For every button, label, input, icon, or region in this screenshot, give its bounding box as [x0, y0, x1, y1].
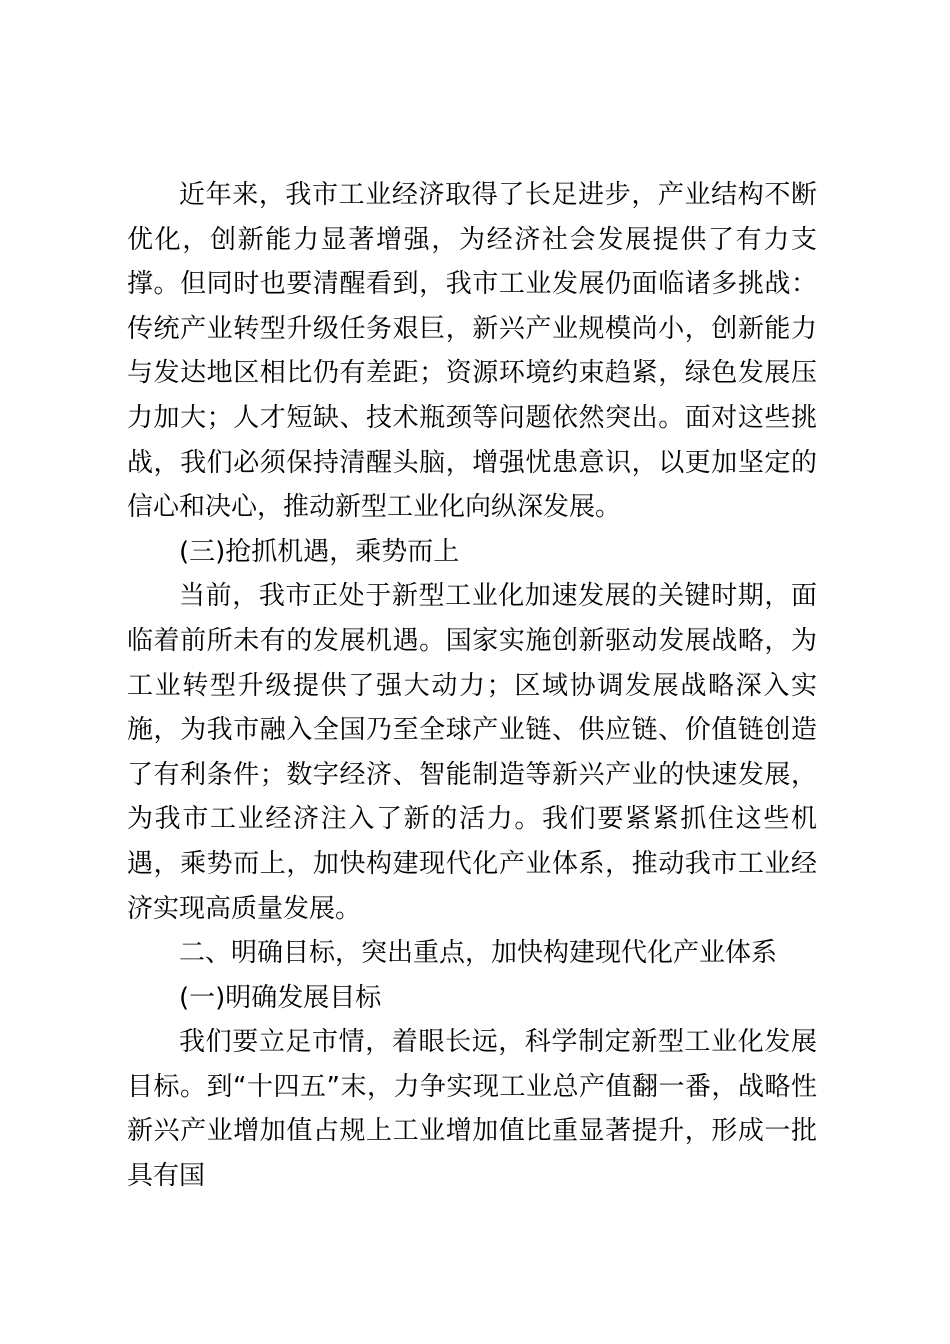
body-paragraph-challenges: 近年来，我市工业经济取得了长足进步，产业结构不断优化，创新能力显著增强，为经济社会发展提供了有力支撑。但同时也要清醒看到，我市工业发展仍面临诸多挑战：传统产业转型升级任务艰巨，新兴产业规模尚小，创新能力与发达地区相比仍有差距；资源环境约束趋紧，绿色发展压力加大；人才短缺、技术瓶颈等问题依然突出。面对这些挑战，我们必须保持清醒头脑，增强忧患意识，以更加坚定的信心和决心，推动新型工业化向纵深发展。: [127, 180, 817, 523]
section-heading-two: 二、明确目标，突出重点，加快构建现代化产业体系: [179, 938, 778, 969]
document-body: [127, 173, 817, 1199]
subheading-seize-opportunities: (三)抢抓机遇，乘势而上: [179, 536, 460, 567]
body-paragraph-opportunities: 当前，我市正处于新型工业化加速发展的关键时期，面临着前所未有的发展机遇。国家实施创新驱动发展战略，为工业转型升级提供了强大动力；区域协调发展战略深入实施，为我市融入全国乃至全球产业链、供应链、价值链创造了有利条件；数字经济、智能制造等新兴产业的快速发展，为我市工业经济注入了新的活力。我们要紧紧抓住这些机遇，乘势而上，加快构建现代化产业体系，推动我市工业经济实现高质量发展。: [127, 581, 817, 924]
subheading-define-goals: (一)明确发展目标: [179, 982, 382, 1013]
body-paragraph-goals: 我们要立足市情，着眼长远，科学制定新型工业化发展目标。到“十四五”末，力争实现工业总产值翻一番，战略性新兴产业增加值占规上工业增加值比重显著提升，形成一批具有国: [127, 1027, 817, 1192]
